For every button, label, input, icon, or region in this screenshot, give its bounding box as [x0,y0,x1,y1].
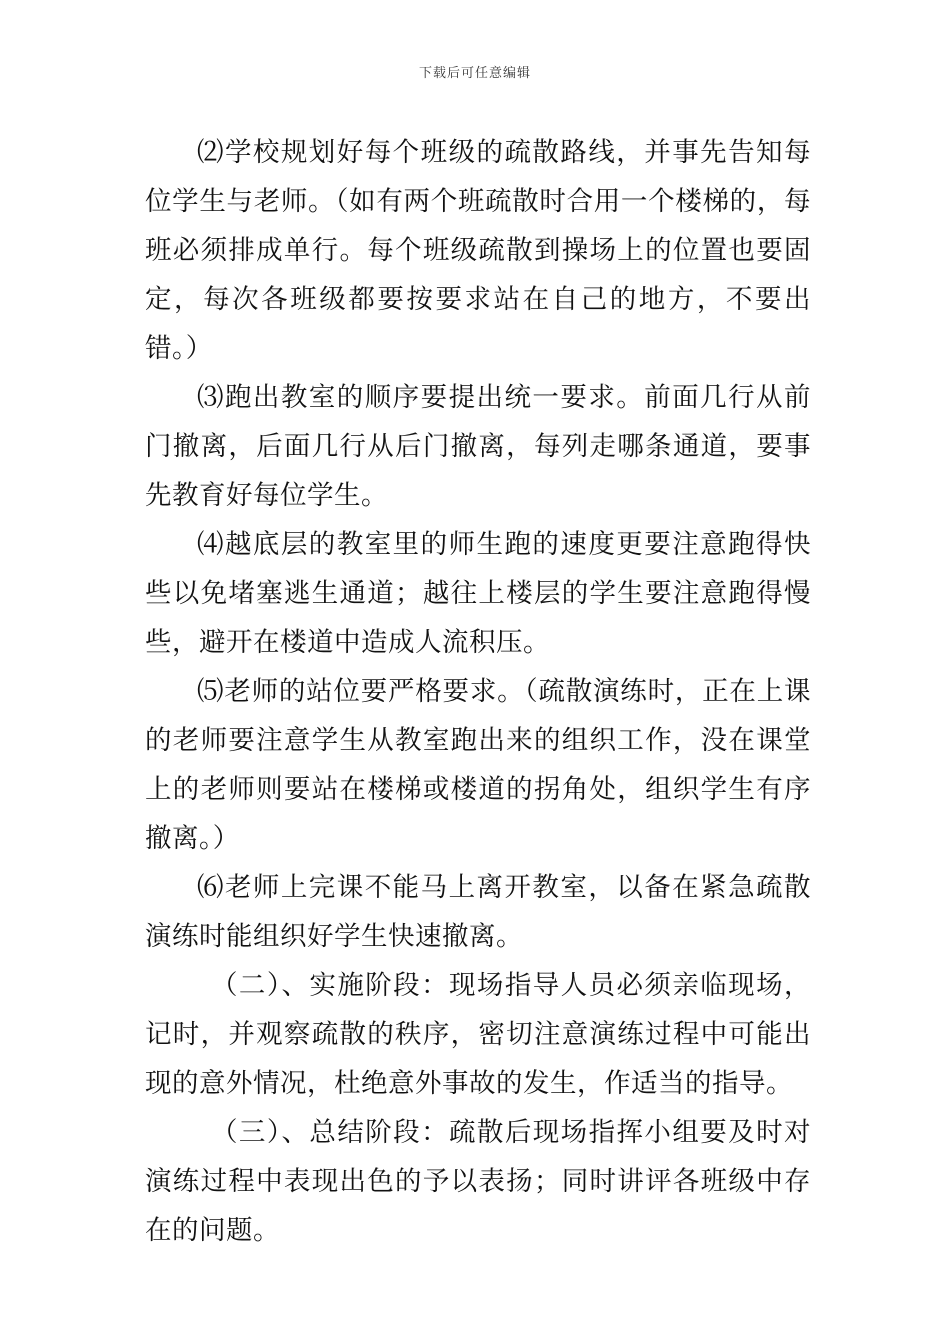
paragraph-item-4: ⑷越底层的教室里的师生跑的速度更要注意跑得快些以免堵塞逃生通道；越往上楼层的学生要注意跑得慢些，避开在楼道中造成人流积压。 [145,529,811,658]
paragraph-item-5: ⑸老师的站位要严格要求。（疏散演练时，正在上课的老师要注意学生从教室跑出来的组织工作，没在课堂上的老师则要站在楼梯或楼道的拐角处，组织学生有序撤离。） [145,676,811,854]
paragraph-item-3: ⑶跑出教室的顺序要提出统一要求。前面几行从前门撤离，后面几行从后门撤离，每列走哪条通道，要事先教育好每位学生。 [145,382,811,511]
paragraph-summary-stage: （三）、总结阶段：疏散后现场指挥小组要及时对演练过程中表现出色的予以表扬；同时讲评各班级中存在的问题。 [145,1117,811,1246]
paragraph-item-6: ⑹老师上完课不能马上离开教室，以备在紧急疏散演练时能组织好学生快速撤离。 [145,872,811,952]
paragraph-implementation-stage: （二）、实施阶段：现场指导人员必须亲临现场，记时，并观察疏散的秩序，密切注意演练过程中可能出现的意外情况，杜绝意外事故的发生，作适当的指导。 [145,970,811,1099]
paragraph-item-2: ⑵学校规划好每个班级的疏散路线，并事先告知每位学生与老师。（如有两个班疏散时合用一个楼梯的，每班必须排成单行。每个班级疏散到操场上的位置也要固定，每次各班级都要按要求站在自己的地方，不要出错。） [145,137,811,364]
document-body [145,128,811,1255]
page-header: 下载后可任意编辑 [418,66,531,81]
